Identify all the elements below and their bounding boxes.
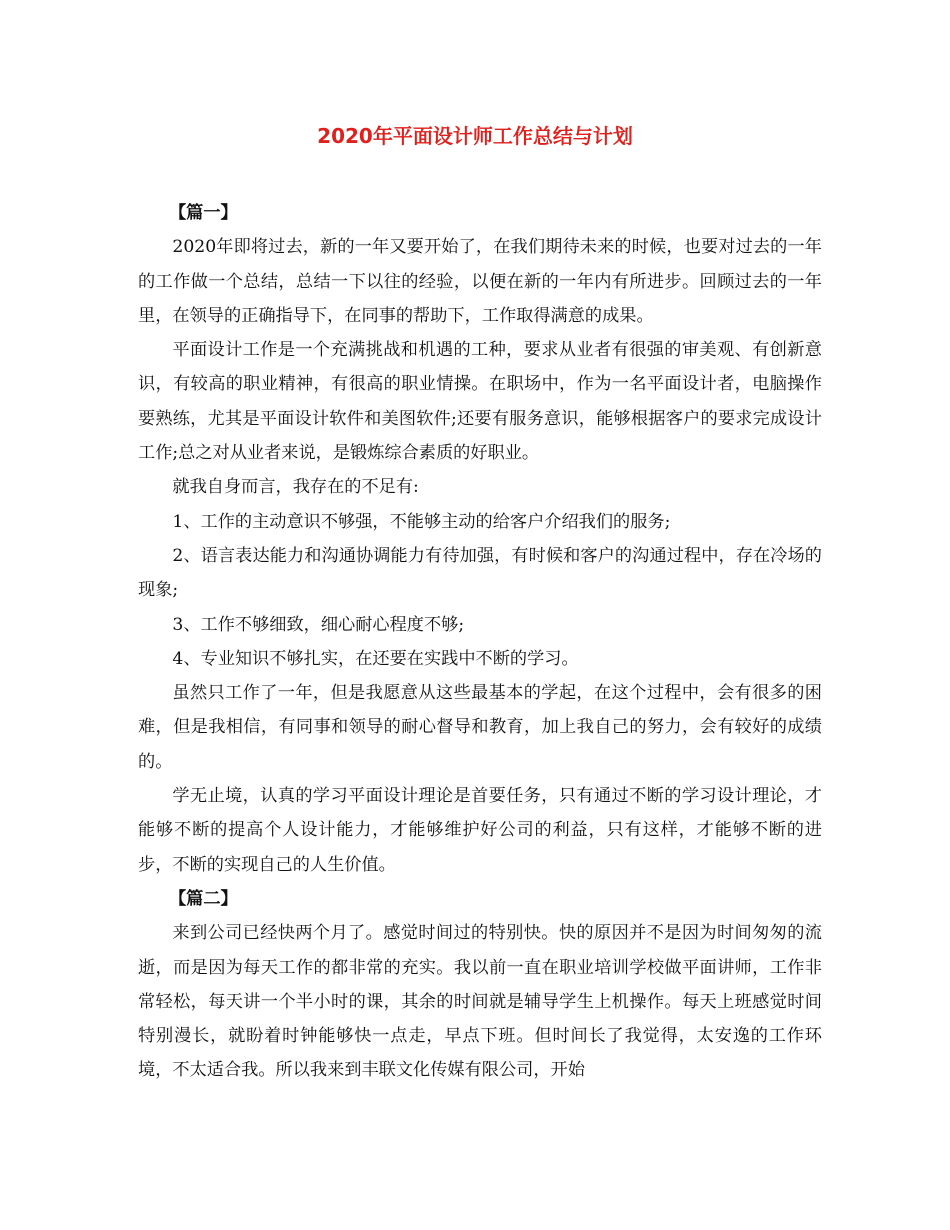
paragraph: 虽然只工作了一年，但是我愿意从这些最基本的学起，在这个过程中，会有很多的困难，但是我相信，有同事和领导的耐心督导和教育，加上我自己的努力，会有较好的成绩的。 <box>138 683 822 772</box>
paragraph: 2020年即将过去，新的一年又要开始了，在我们期待未来的时候，也要对过去的一年的工作做一个总结，总结一下以往的经验，以便在新的一年内有所进步。回顾过去的一年里，在领导的正确指导下，在同事的帮助下，工作取得满意的成果。 <box>138 237 822 326</box>
list-item: 1、工作的主动意识不够强，不能够主动的给客户介绍我们的服务; <box>172 511 671 532</box>
list-item: 3、工作不够细致，细心耐心程度不够; <box>172 614 465 635</box>
document-body <box>138 196 822 1088</box>
paragraph: 就我自身而言，我存在的不足有: <box>172 477 419 498</box>
paragraph: 学无止境，认真的学习平面设计理论是首要任务，只有通过不断的学习设计理论，才能够不断的提高个人设计能力，才能够维护好公司的利益，只有这样，才能够不断的进步，不断的实现自己的人生价值。 <box>138 786 822 875</box>
section-heading-2: 【篇二】 <box>168 888 238 909</box>
paragraph: 来到公司已经快两个月了。感觉时间过的特别快。快的原因并不是因为时间匆匆的流逝，而是因为每天工作的都非常的充实。我以前一直在职业培训学校做平面讲师，工作非常轻松，每天讲一个半小时的课，其余的时间就是辅导学生上机操作。每天上班感觉时间特别漫长，就盼着时钟能够快一点走，早点下班。但时间长了我觉得，太安逸的工作环境，不太适合我。所以我来到丰联文化传媒有限公司，开始 <box>138 923 822 1081</box>
document-title: 2020年平面设计师工作总结与计划 <box>317 124 633 148</box>
section-heading-1: 【篇一】 <box>168 203 238 223</box>
paragraph: 平面设计工作是一个充满挑战和机遇的工种，要求从业者有很强的审美观、有创新意识，有较高的职业精神，有很高的职业情操。在职场中，作为一名平面设计者，电脑操作要熟练，尤其是平面设计软件和美图软件;还要有服务意识，能够根据客户的要求完成设计工作;总之对从业者来说，是锻炼综合素质的好职业。 <box>138 340 822 464</box>
list-item: 2、语言表达能力和沟通协调能力有待加强，有时候和客户的沟通过程中，存在冷场的现象; <box>138 545 822 601</box>
list-item: 4、专业知识不够扎实，在还要在实践中不断的学习。 <box>172 648 579 669</box>
